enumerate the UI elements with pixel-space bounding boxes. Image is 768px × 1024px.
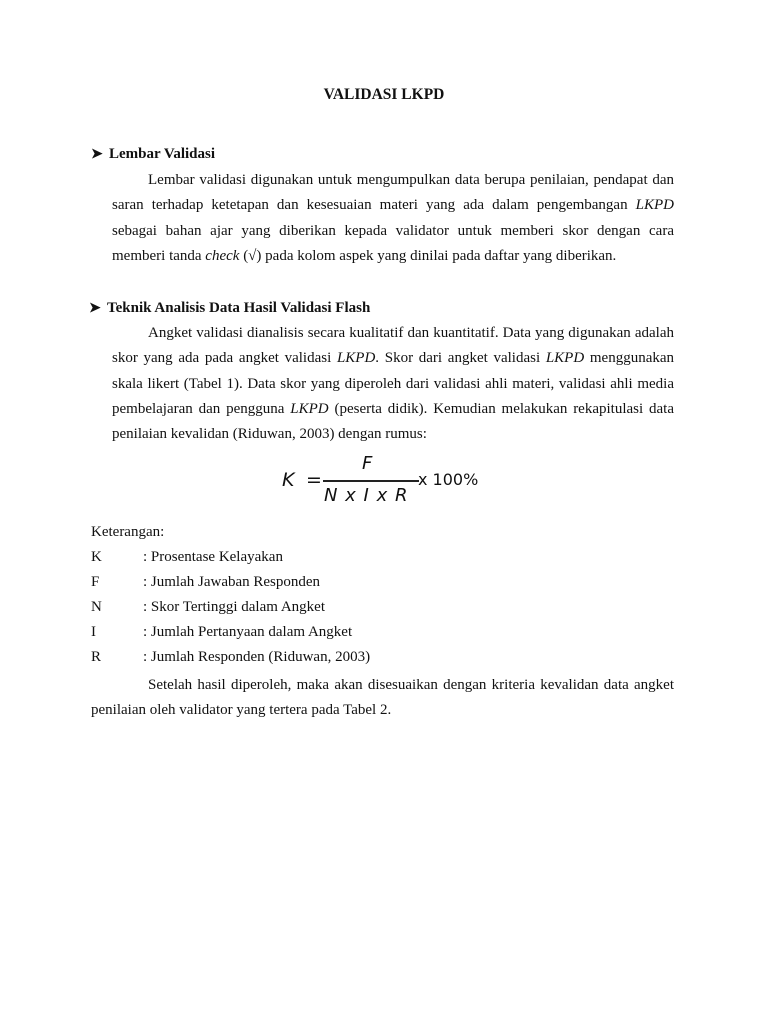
section-heading-label: Teknik Analisis Data Hasil Validasi Flash — [107, 300, 371, 316]
document-title: VALIDASI LKPD — [323, 86, 445, 103]
section-heading-label: Lembar Validasi — [109, 146, 216, 162]
definition-row — [91, 599, 691, 624]
definition-desc: : Jumlah Pertanyaan dalam Angket — [143, 624, 353, 640]
arrow-bullet-icon: ➤ — [91, 147, 103, 162]
formula-numerator: F — [362, 453, 373, 474]
closing-paragraph: Setelah hasil diperoleh, maka akan disesuaikan dengan kriteria kevalidan data angket penilaian oleh validator yang tertera pada Tabel 2. — [91, 677, 674, 719]
definition-desc: : Prosentase Kelayakan — [143, 549, 283, 565]
formula-denominator: N x I x R — [324, 485, 409, 506]
section-heading-lembar-validasi — [91, 146, 215, 163]
formula-lhs: K — [282, 469, 295, 491]
section-paragraph: Lembar validasi digunakan untuk mengumpulkan data berupa penilaian, pendapat dan saran terhadap ketetapan dan kesesuaian materi yang ada dalam pengembangan LKPD sebagai bahan ajar yang diberikan kepada validator untuk memberi skor dengan cara memberi tanda check (√) pada kolom aspek yang dinilai pada daftar yang diberikan. — [112, 172, 674, 264]
definition-desc: : Jumlah Jawaban Responden — [143, 574, 321, 590]
arrow-bullet-icon: ➤ — [89, 301, 101, 316]
fraction-bar — [323, 480, 419, 482]
formula-multiplier: x 100% — [418, 470, 479, 489]
definition-symbol: K — [91, 549, 102, 565]
formula-kelayakan — [278, 453, 493, 511]
definition-row — [91, 624, 691, 649]
section-paragraph: Angket validasi dianalisis secara kualitatif dan kuantitatif. Data yang digunakan adalah skor yang ada pada angket validasi LKPD. Skor dari angket validasi LKPD menggunakan skala likert (Tabel 1). Data skor yang diperoleh dari validasi ahli materi, validasi ahli media pembelajaran dan pengguna LKPD (peserta didik). Kemudian melakukan rekapitulasi data penilaian kevalidan (Riduwan, 2003) dengan rumus: — [112, 325, 675, 443]
definition-symbol: F — [91, 574, 100, 590]
definition-symbol: N — [91, 599, 102, 615]
definition-row — [91, 574, 691, 599]
definition-row — [91, 649, 691, 674]
notes-label: Keterangan: — [91, 524, 165, 540]
formula-equals: = — [306, 469, 322, 491]
definition-row — [91, 549, 691, 574]
definition-desc: : Jumlah Responden (Riduwan, 2003) — [143, 649, 371, 665]
section-heading-teknik-analisis — [89, 300, 370, 317]
definition-symbol: I — [91, 624, 96, 640]
definition-desc: : Skor Tertinggi dalam Angket — [143, 599, 325, 615]
definition-symbol: R — [91, 649, 102, 665]
